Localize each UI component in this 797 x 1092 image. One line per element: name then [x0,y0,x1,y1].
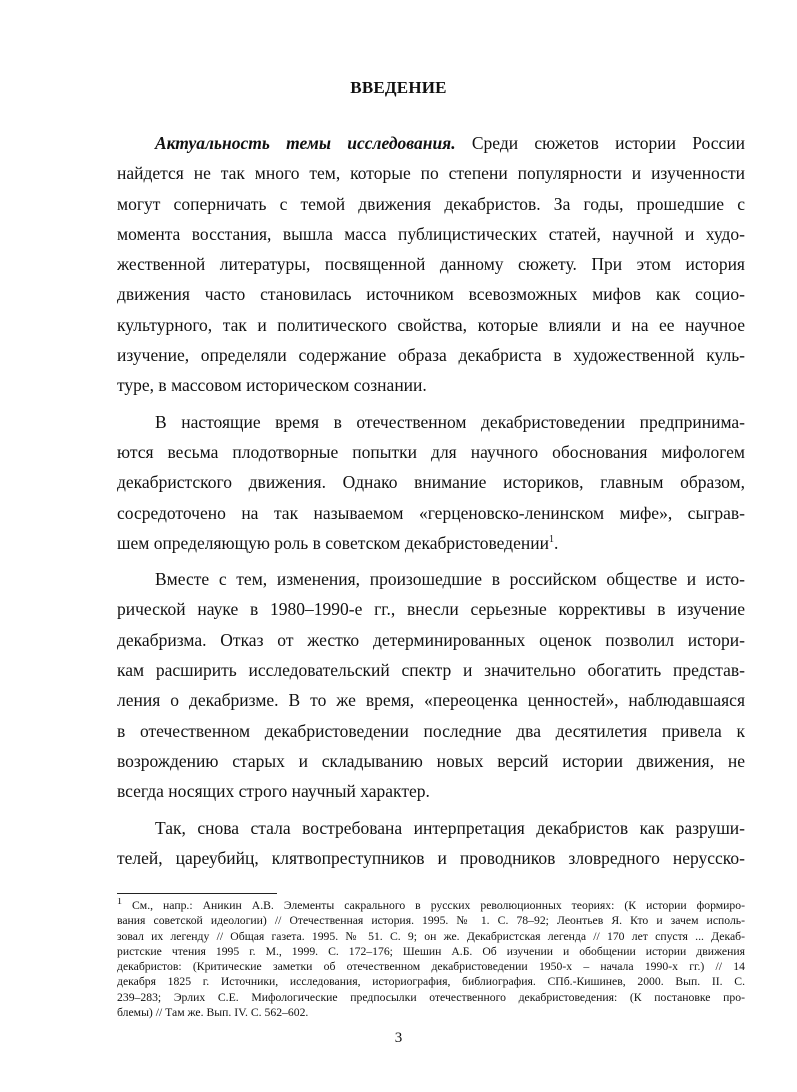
text-line: жественной литературы, посвященной данному сюжету. При этом история [117,254,745,275]
page-number: 3 [394,1030,403,1046]
footnote-line: декабристов: (Критические заметки об отечественном декабристоведении 1950-х – начала 1990-х гг.) // 14 [117,960,745,974]
text-line: возрождению старых и складыванию новых версий истории движения, не [117,750,745,771]
text-line: могут соперничать с темой движения декабристов. За годы, прошедшие с [117,193,745,214]
footnote-line: зовал их легенду // Общая газета. 1995. № 51. С. 9; он же. Декабристская легенда // 170 лет спустя ... Декаб- [117,929,745,943]
paragraph-changes [117,564,745,806]
text-line: Так, снова стала востребована интерпретация декабристов как разруши- [155,817,745,838]
text-line: В настоящие время в отечественном декабристоведении предпринима- [155,411,745,432]
section-lead: Актуальность темы исследования. [155,133,456,153]
page-heading: ВВЕДЕНИЕ [350,78,447,97]
text-line: найдется не так много тем, которые по степени популярности и изученности [117,163,745,184]
text-line: телей, цареубийц, клятвопреступников и проводников зловредного нерусско- [117,847,745,868]
text-line: декабристского движения. Однако внимание историков, главным образом, [117,472,745,493]
footnote-line: 239–283; Эрлих С.Е. Мифологические предпосылки отечественного декабристоведения: (К постановке про- [117,990,745,1004]
text-line: момента восстания, вышла масса публицистических статей, научной и худо- [117,223,745,244]
text-line: рической науке в 1980–1990-е гг., внесли серьезные коррективы в изучение [117,599,745,620]
footnote-line: ристские чтения 1995 г. М., 1999. С. 172–176; Шешин А.Б. Об изучении и обобщении истории движения [117,944,745,958]
text-line: декабризма. Отказ от жестко детерминированных оценок позволил истори- [117,629,745,650]
footnote-divider [117,893,277,894]
footnote-marker: 1 [117,898,122,908]
text-line: изучение, определяли содержание образа декабриста в художественной куль- [117,345,745,366]
text-line: в отечественном декабристоведении последние два десятилетия привела к [117,720,745,741]
footnote-line: блемы) // Там же. Вып. IV. С. 562–602. [117,1006,309,1020]
footnote-line: $^1$ См., напр.: Аникин А.В. Элементы сакрального в русских революционных теориях: (К истории формиро- [117,898,745,912]
text-line: Вместе с тем, изменения, произошедшие в российском обществе и исто- [155,569,745,590]
text-line: сосредоточено на так называемом «герценовско-ленинском мифе», сыграв- [117,502,745,523]
text-line: Актуальность темы исследования. Среди сюжетов истории России [155,133,745,153]
text-line: культурного, так и политического свойства, которые влияли и на ее научное [117,314,745,335]
body-text [117,128,745,879]
text-line: туре, в массовом историческом сознании. [117,375,427,396]
text-line: движения часто становилась источником всевозможных мифов как социо- [117,284,745,305]
paragraph-interpretation [117,813,745,874]
text-line: ются весьма плодотворные попытки для научного обоснования мифологем [117,441,745,462]
footnote-ref[interactable]: 1 [548,534,554,546]
footnote-line: вания советской идеологии) // Отечественная история. 1995. № 1. С. 78–92; Леонтьев Я. Кто и зачем исполь- [117,914,745,928]
text-line: шем определяющую роль в советском декабристоведении$^1$. [117,532,559,553]
text-line: всегда носящих строго научный характер. [117,781,430,802]
paragraph-current-research [117,407,745,558]
footnote [117,898,745,1020]
text-line: ления о декабризме. В то же время, «переоценка ценностей», наблюдавшаяся [117,690,745,711]
footnote-line: декабря 1825 г. Источники, исследования, историография, библиография. СПб.-Кишинев, 2000. Вып. II. С. [117,975,745,989]
text-line: кам расширить исследовательский спектр и значительно обогатить представ- [117,660,745,681]
paragraph-relevance [117,128,745,401]
